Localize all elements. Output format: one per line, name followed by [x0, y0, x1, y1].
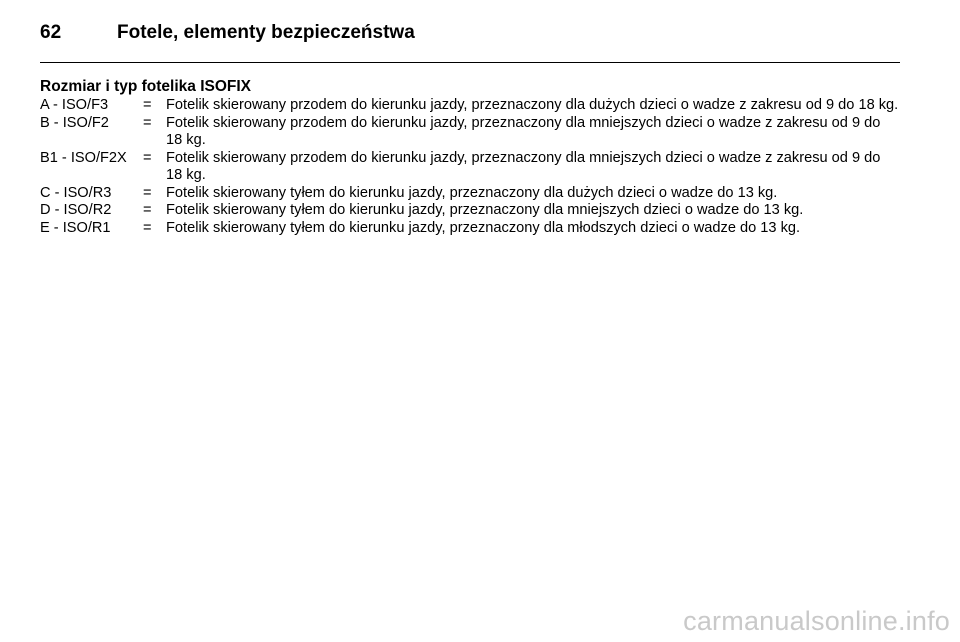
equals-separator: =	[143, 184, 152, 201]
equals-separator: =	[143, 219, 152, 236]
equals-separator: =	[143, 114, 152, 131]
chapter-title: Fotele, elementy bezpieczeństwa	[117, 22, 415, 43]
size-class-term: C - ISO/R3	[40, 184, 112, 201]
size-class-description: Fotelik skierowany tyłem do kierunku jazdy, przeznaczony dla dużych dzieci o wadze do 13 kg.	[166, 184, 778, 201]
list-item	[40, 150, 900, 185]
size-class-term: D - ISO/R2	[40, 202, 112, 218]
size-class-description: Fotelik skierowany tyłem do kierunku jazdy, przeznaczony dla młodszych dzieci o wadze do 13 kg.	[166, 219, 801, 236]
size-class-description: Fotelik skierowany przodem do kierunku jazdy, przeznaczony dla mniejszych dzieci o wadze z zakresu od 9 do 18 kg.	[166, 114, 881, 148]
size-class-term: E - ISO/R1	[40, 219, 111, 236]
size-class-description: Fotelik skierowany tyłem do kierunku jazdy, przeznaczony dla mniejszych dzieci o wadze do 13 kg.	[166, 202, 804, 218]
list-item	[40, 185, 900, 203]
list-item	[40, 97, 900, 115]
size-class-term: A - ISO/F3	[40, 97, 109, 113]
size-class-term: B - ISO/F2	[40, 114, 109, 131]
site-watermark: carmanualsonline.info	[683, 606, 950, 636]
page-header	[40, 20, 900, 46]
equals-separator: =	[143, 149, 152, 166]
header-divider	[40, 62, 900, 63]
equals-separator: =	[143, 202, 152, 218]
equals-separator: =	[143, 97, 152, 113]
section-heading: Rozmiar i typ fotelika ISOFIX	[40, 78, 252, 95]
isofix-size-list	[40, 97, 900, 237]
size-class-description: Fotelik skierowany przodem do kierunku jazdy, przeznaczony dla mniejszych dzieci o wadze z zakresu od 9 do 18 kg.	[166, 149, 881, 183]
list-item	[40, 115, 900, 150]
list-item	[40, 202, 900, 220]
size-class-description: Fotelik skierowany przodem do kierunku jazdy, przeznaczony dla dużych dzieci o wadze z zakresu od 9 do 18 kg.	[166, 97, 899, 113]
size-class-term: B1 - ISO/F2X	[40, 149, 127, 166]
page-number: 62	[40, 22, 62, 43]
list-item	[40, 220, 900, 238]
